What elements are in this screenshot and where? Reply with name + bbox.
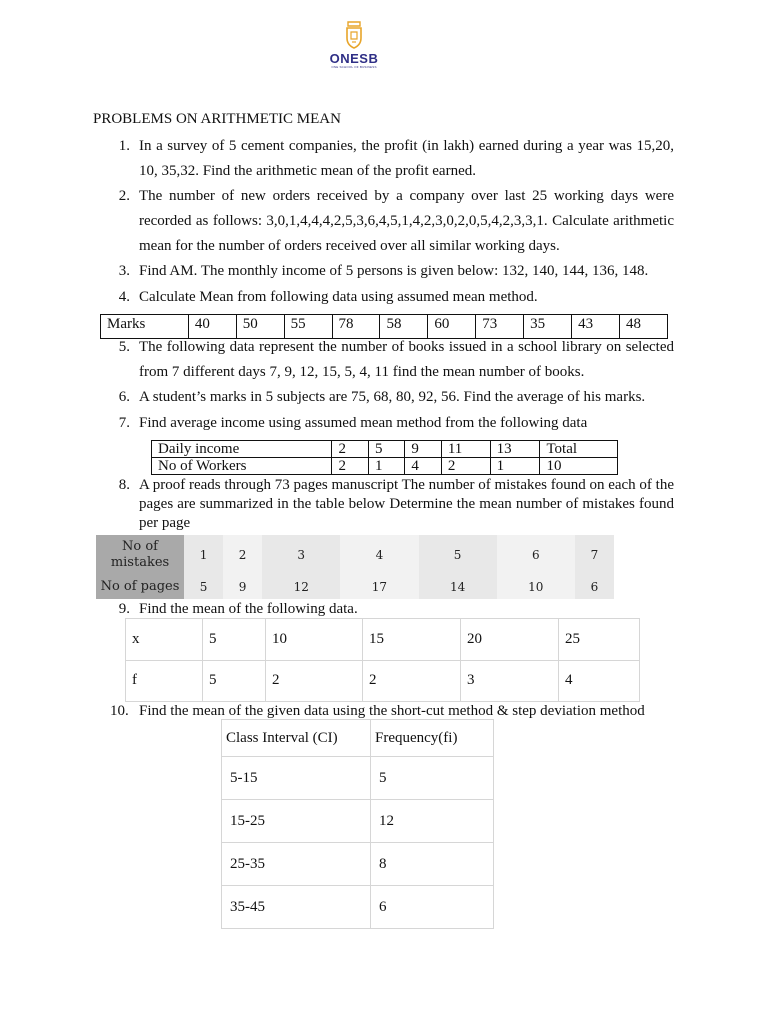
table-cell: 4 [405, 458, 441, 475]
table-cell: 1 [368, 458, 404, 475]
table-cell: 6 [371, 886, 494, 929]
table-row [222, 800, 494, 843]
crest-icon [344, 20, 364, 50]
problem-number: 2. [118, 188, 130, 204]
table-cell: 5 [371, 757, 494, 800]
table-cell: Total [540, 441, 618, 458]
table-cell: 40 [188, 315, 236, 339]
table-cell: 2 [266, 660, 363, 702]
class-interval-table [221, 719, 494, 929]
table-cell: 2 [332, 441, 368, 458]
table-cell: 7 [575, 535, 614, 575]
problem-text: In a survey of 5 cement companies, the profit (in lakh) earned during a year was 15,20, 10, 35,32. Find the arithmetic mean of the profit earned. [139, 138, 674, 179]
table-cell: x [126, 619, 203, 661]
table-cell: 3 [262, 535, 340, 575]
table-cell: 14 [419, 575, 497, 599]
problem-text: The following data represent the number of books issued in a school library on selected from 7 different days 7, 9, 12, 15, 5, 4, 11 find the mean number of books. [139, 339, 674, 380]
table-cell: 73 [476, 315, 524, 339]
table-cell: 1 [184, 535, 223, 575]
problem-8 [110, 476, 674, 533]
problem-number: 8. [118, 477, 130, 493]
onesb-logo [326, 20, 382, 69]
table-row [222, 757, 494, 800]
problem-number: 3. [118, 263, 130, 279]
table-row [222, 886, 494, 929]
problem-6 [110, 385, 674, 410]
problem-5 [110, 335, 674, 385]
table-cell: 13 [490, 441, 540, 458]
problem-text: A proof reads through 73 pages manuscript The number of mistakes found on each of the pages are summarized in the table below Determine the mean number of mistakes found per page [139, 477, 675, 531]
problem-text: Find AM. The monthly income of 5 persons is given below: 132, 140, 144, 136, 148. [139, 263, 649, 279]
table-row [126, 619, 640, 661]
table-cell: 5-15 [222, 757, 371, 800]
problem-text: A student’s marks in 5 subjects are 75, 68, 80, 92, 56. Find the average of his marks. [139, 389, 646, 405]
problem-text: Calculate Mean from following data using assumed mean method. [139, 289, 538, 305]
table-cell: 9 [405, 441, 441, 458]
income-table [151, 440, 618, 475]
table-cell: No of pages [96, 575, 184, 599]
table-cell: No of mistakes [96, 535, 184, 575]
table-row [152, 458, 618, 475]
table-cell: 20 [461, 619, 559, 661]
table-cell: 8 [371, 843, 494, 886]
table-cell: 4 [559, 660, 640, 702]
problem-number: 10. [110, 703, 129, 719]
table-cell: 43 [572, 315, 620, 339]
table-cell: 35-45 [222, 886, 371, 929]
table-row [96, 535, 614, 575]
table-cell: 5 [419, 535, 497, 575]
table-cell: 25 [559, 619, 640, 661]
problem-text: Find the mean of the following data. [139, 601, 358, 617]
table-cell: 15-25 [222, 800, 371, 843]
table-cell: 1 [490, 458, 540, 475]
table-cell: 12 [262, 575, 340, 599]
table-cell: 5 [368, 441, 404, 458]
problem-number: 1. [118, 138, 130, 154]
problem-text: Find average income using assumed mean method from the following data [139, 415, 588, 431]
table-cell: 55 [284, 315, 332, 339]
table-cell: 48 [619, 315, 667, 339]
table-header-row [222, 720, 494, 757]
problem-2 [110, 184, 674, 259]
problem-1 [110, 134, 674, 184]
table-cell: Marks [101, 315, 189, 339]
problem-number: 4. [118, 289, 130, 305]
table-cell: Daily income [152, 441, 332, 458]
table-row [152, 441, 618, 458]
table-header-cell: Frequency(fi) [371, 720, 494, 757]
table-cell: 15 [363, 619, 461, 661]
problem-3 [110, 259, 674, 284]
table-cell: 4 [340, 535, 418, 575]
table-cell: 58 [380, 315, 428, 339]
table-row [222, 843, 494, 886]
table-cell: 9 [223, 575, 262, 599]
table-cell: No of Workers [152, 458, 332, 475]
problem-number: 7. [118, 415, 130, 431]
logo-brand: ONESB [329, 51, 379, 66]
table-cell: f [126, 660, 203, 702]
table-cell: 2 [363, 660, 461, 702]
table-cell: 2 [332, 458, 368, 475]
table-cell: 60 [428, 315, 476, 339]
table-cell: 2 [223, 535, 262, 575]
table-cell: 10 [266, 619, 363, 661]
problem-text: The number of new orders received by a company over last 25 working days were recorded as follows: 3,0,1,4,4,4,2,5,3,6,4,5,1,4,2,3,0,2,0,5,4,2,3,3,1. Calculate arithmetic mean for the number of orders received over all similar working days. [139, 188, 674, 254]
problem-4 [110, 285, 674, 310]
table-cell: 10 [497, 575, 575, 599]
problem-7 [110, 411, 674, 436]
table-row [126, 660, 640, 702]
table-cell: 11 [441, 441, 490, 458]
page-title: PROBLEMS ON ARITHMETIC MEAN [93, 111, 341, 127]
table-header-cell: Class Interval (CI) [222, 720, 371, 757]
table-cell: 25-35 [222, 843, 371, 886]
xf-table [125, 618, 640, 702]
table-cell: 2 [441, 458, 490, 475]
mistakes-table [96, 535, 614, 599]
table-cell: 12 [371, 800, 494, 843]
table-cell: 5 [203, 660, 266, 702]
table-cell: 5 [184, 575, 223, 599]
problem-text: Find the mean of the given data using the short-cut method & step deviation method [139, 703, 645, 719]
table-cell: 5 [203, 619, 266, 661]
problem-number: 6. [118, 389, 130, 405]
table-cell: 78 [332, 315, 380, 339]
table-row [96, 575, 614, 599]
table-cell: 10 [540, 458, 618, 475]
table-cell: 6 [497, 535, 575, 575]
table-cell: 35 [524, 315, 572, 339]
problem-number: 5. [118, 339, 130, 355]
problem-number: 9. [118, 601, 130, 617]
table-cell: 3 [461, 660, 559, 702]
logo-tagline: ONE SCHOOL OF BUSINESS [331, 65, 377, 69]
table-cell: 50 [236, 315, 284, 339]
table-cell: 17 [340, 575, 418, 599]
table-cell: 6 [575, 575, 614, 599]
